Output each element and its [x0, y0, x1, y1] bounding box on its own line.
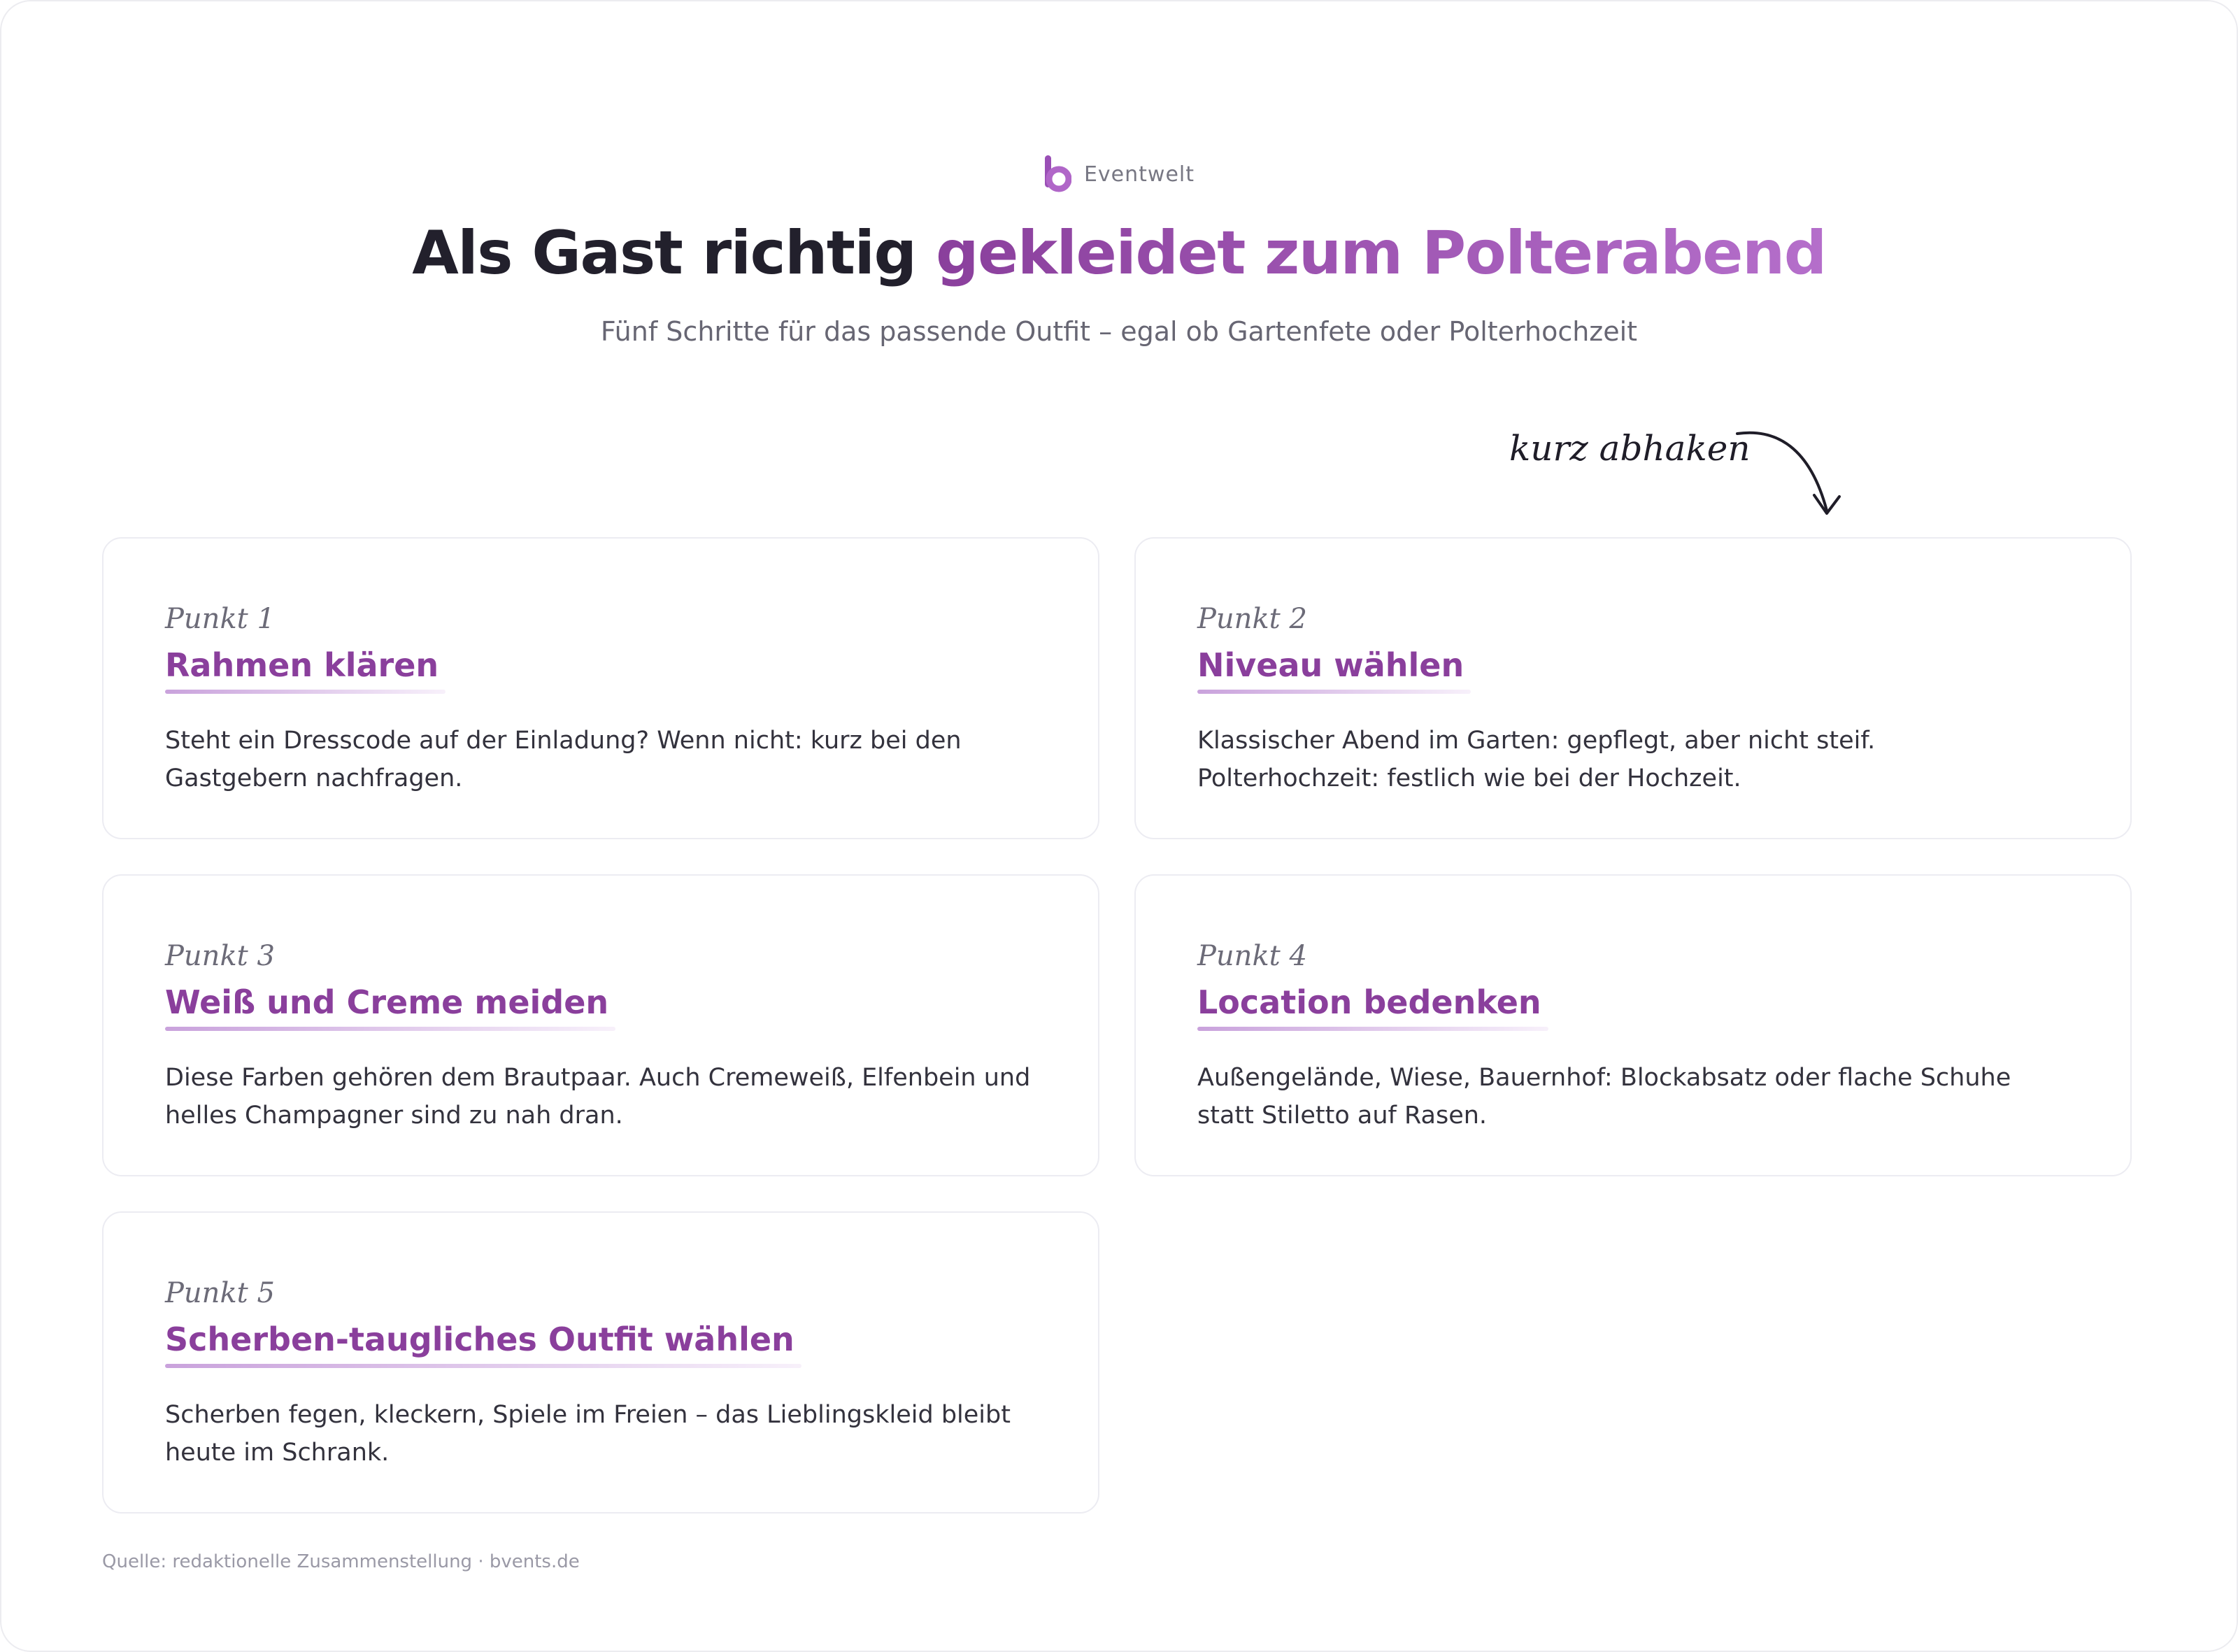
step-text: Klassischer Abend im Garten: gepflegt, aber nicht steif. Polterhochzeit: festlich wie bei der Hochzeit.	[1197, 727, 1876, 792]
step-title: Niveau wählen	[1197, 646, 1464, 694]
step-title: Location bedenken	[1197, 983, 1541, 1031]
title-plain: Als Gast richtig	[412, 218, 916, 288]
step-text: Scherben fegen, kleckern, Spiele im Freien – das Lieblingskleid bleibt heute im Schrank.	[165, 1401, 1011, 1467]
page-subtitle: Fünf Schritte für das passende Outfit – egal ob Gartenfete oder Polterhochzeit	[600, 316, 1638, 347]
step-text: Außengelände, Wiese, Bauernhof: Blockabsatz oder flache Schuhe statt Stiletto auf Rasen.	[1197, 1064, 2011, 1130]
step-label: Punkt 4	[1197, 940, 1307, 972]
brand	[0, 155, 2238, 193]
step-label: Punkt 5	[165, 1277, 275, 1309]
step-title: Scherben-taugliches Outfit wählen	[165, 1320, 794, 1368]
title-accent: gekleidet zum Polterabend	[935, 218, 1826, 288]
step-text: Diese Farben gehören dem Brautpaar. Auch Cremeweiß, Elfenbein und helles Champagner sind zu nah dran.	[165, 1064, 1031, 1130]
handwritten-note: kurz abhaken	[1509, 428, 1751, 469]
step-card-4	[1134, 874, 2132, 1176]
step-card-2	[1134, 537, 2132, 839]
bvents-b-logo-icon	[1043, 155, 1071, 193]
step-text: Steht ein Dresscode auf der Einladung? Wenn nicht: kurz bei den Gastgebern nachfragen.	[165, 727, 962, 792]
curved-arrow-down-icon	[1727, 421, 1846, 529]
step-label: Punkt 1	[165, 603, 275, 635]
step-card-5	[102, 1211, 1099, 1514]
source-note: Quelle: redaktionelle Zusammenstellung · bvents.de	[102, 1551, 580, 1572]
step-label: Punkt 3	[165, 940, 275, 972]
step-card-1	[102, 537, 1099, 839]
step-label: Punkt 2	[1197, 603, 1307, 635]
brand-name: Eventwelt	[1083, 162, 1195, 187]
page-title	[0, 218, 2238, 288]
step-card-3	[102, 874, 1099, 1176]
step-title: Weiß und Creme meiden	[165, 983, 608, 1031]
step-title: Rahmen klären	[165, 646, 439, 694]
